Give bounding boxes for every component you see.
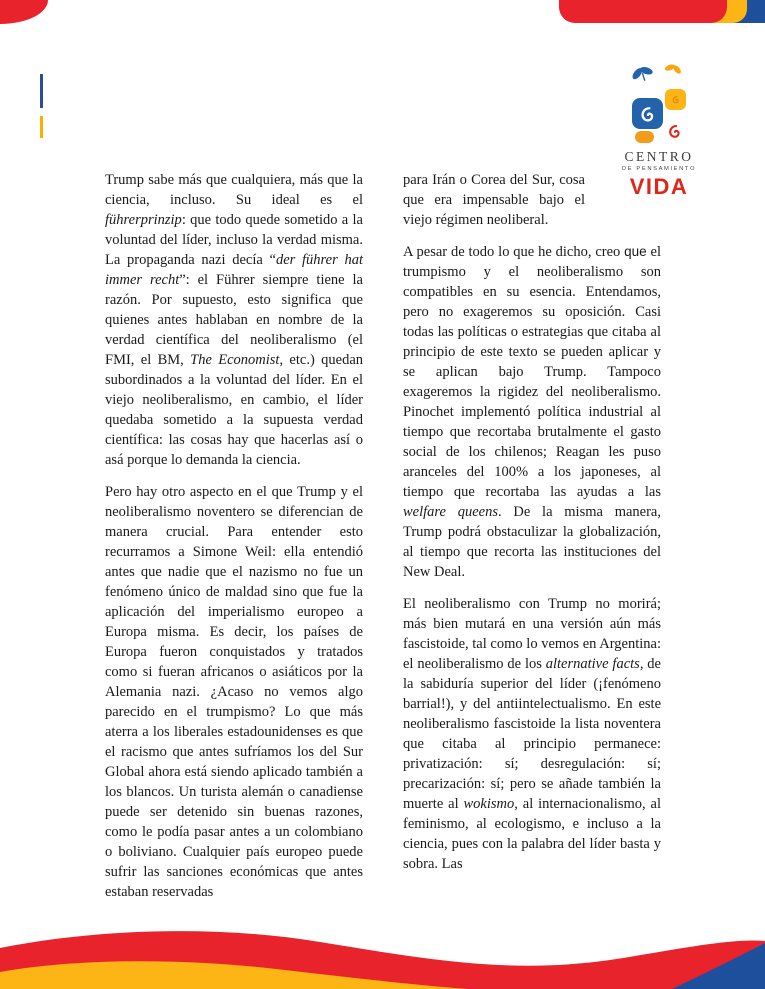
top-right-red-bar bbox=[559, 0, 727, 23]
red-spiral-icon bbox=[670, 126, 678, 137]
footer-wave-decoration bbox=[0, 914, 765, 989]
text-segment: para Irán o Corea del Sur, cosa que era impensable bajo el viejo régimen neoliberal. bbox=[403, 172, 585, 228]
right-column bbox=[403, 170, 661, 914]
paragraph bbox=[403, 594, 661, 874]
left-column bbox=[105, 170, 363, 914]
text-segment: ”: el Führer siempre tiene la razón. Por supuesto, esto significa que quienes antes hablaban en nombre de la verdad científica del neoliberalismo (el FMI, el BM, bbox=[105, 272, 363, 368]
butterflies-icon bbox=[609, 58, 709, 88]
blue-butterfly-wing bbox=[639, 66, 653, 76]
paragraph bbox=[105, 170, 363, 470]
top-left-red-corner-decoration bbox=[0, 0, 48, 24]
text-segment: alternative facts bbox=[545, 656, 640, 672]
logo-name: CENTRO bbox=[624, 149, 694, 164]
logo-subtitle: DE PENSAMIENTO bbox=[621, 166, 697, 172]
text-segment: . De la misma manera, Trump podrá obstaculizar la globalización, al tiempo que recorta las instituciones del New Deal. bbox=[403, 504, 661, 580]
text-segment: , de la sabiduría superior del líder (¡fenómeno barrial!), y del antiintelectualismo. En este neoliberalismo fascistoide la lista noventera que citaba al principio permanece: privatización: sí; desregulación: sí; precarización: sí; pero se añade también la muerte al bbox=[403, 656, 661, 812]
right-column-text bbox=[403, 170, 661, 874]
text-segment: führerprinzip bbox=[105, 212, 182, 228]
text-segment: : que todo quede sometido a la voluntad del líder, incluso la verdad misma. La propaganda nazi decía “ bbox=[105, 212, 363, 268]
text-segment: el trumpismo y el neoliberalismo son compatibles en su esencia. Entendamos, pero no exageremos su oposición. Casi todas las políticas o estrategias que citaba al principio de este texto se pueden aplicar y se aplican bajo Trump. Tampoco exageremos la rigidez del neoliberalismo. Pinochet implementó política industrial al tiempo que recortaba brutalmente el gasto social de los chilenos; Reagan les puso aranceles del 100% a los japoneses, al tiempo que recortaba las ayudas a las bbox=[403, 244, 661, 500]
text-segment: A pesar de todo lo que he dicho, creo bbox=[403, 244, 625, 260]
logo bbox=[609, 58, 709, 200]
text-segment: Trump sabe más que cualquiera, más que la ciencia, incluso. Su ideal es el bbox=[105, 172, 363, 208]
text-segment: , etc.) quedan subordinados a la voluntad del líder. En el viejo neoliberalismo, en cambio, el líder quedaba sometido a la supuesta verdad científica: las cosas hay que hacerlas así o asá porque lo demanda la ciencia. bbox=[105, 352, 364, 468]
article-body bbox=[105, 170, 661, 914]
text-segment: El neoliberalismo con Trump no morirá; más bien mutará en una versión aún más fascistoide, tal como lo vemos en Argentina: el neoliberalismo de los bbox=[403, 596, 661, 672]
blue-butterfly-body bbox=[642, 73, 644, 81]
text-segment: que bbox=[624, 244, 647, 259]
margin-tick-blue bbox=[40, 74, 43, 108]
text-segment: welfare queens bbox=[403, 504, 498, 520]
text-segment: Pero hay otro aspecto en el que Trump y el neoliberalismo noventero se diferencian de manera crucial. Para entender esto recurramos a Simone Weil: ella entendió antes que nadie que el nazismo no fue un fenómeno único de maldad sino que fue la aplicación del imperialismo europeo a Europa misma. Es decir, los países de Europa fueron conquistados y tratados como si fueran africanos o asiáticos por la Alemania nazi. ¿Acaso no vemos algo parecido en el trumpismo? Lo que más aterra a los liberales estadounidenses es que el racismo que antes sufríamos los del Sur Global ahora está siendo aplicado también a los blancos. Un turista alemán o canadiense puede ser detenido sin buenas razones, como le podía pasar antes a un colombiano o boliviano. Cualquier país europeo puede sufrir las sanciones económicas que antes estaban reservadas bbox=[105, 484, 363, 900]
logo-tile-orange bbox=[635, 131, 654, 143]
logo-mark bbox=[632, 89, 686, 143]
text-segment: , al internacionalismo, al feminismo, al ecologismo, e incluso a la ciencia, pues con la palabra del líder basta y sobra. Las bbox=[403, 796, 661, 872]
margin-tick-yellow bbox=[40, 116, 43, 138]
paragraph bbox=[105, 482, 363, 902]
paragraph bbox=[403, 242, 661, 582]
text-segment: der führer hat immer recht bbox=[105, 252, 363, 288]
text-segment: wokismo bbox=[463, 796, 515, 812]
logo-wordmark-vida: VIDA bbox=[629, 174, 689, 199]
text-segment: The Economist bbox=[190, 352, 280, 368]
